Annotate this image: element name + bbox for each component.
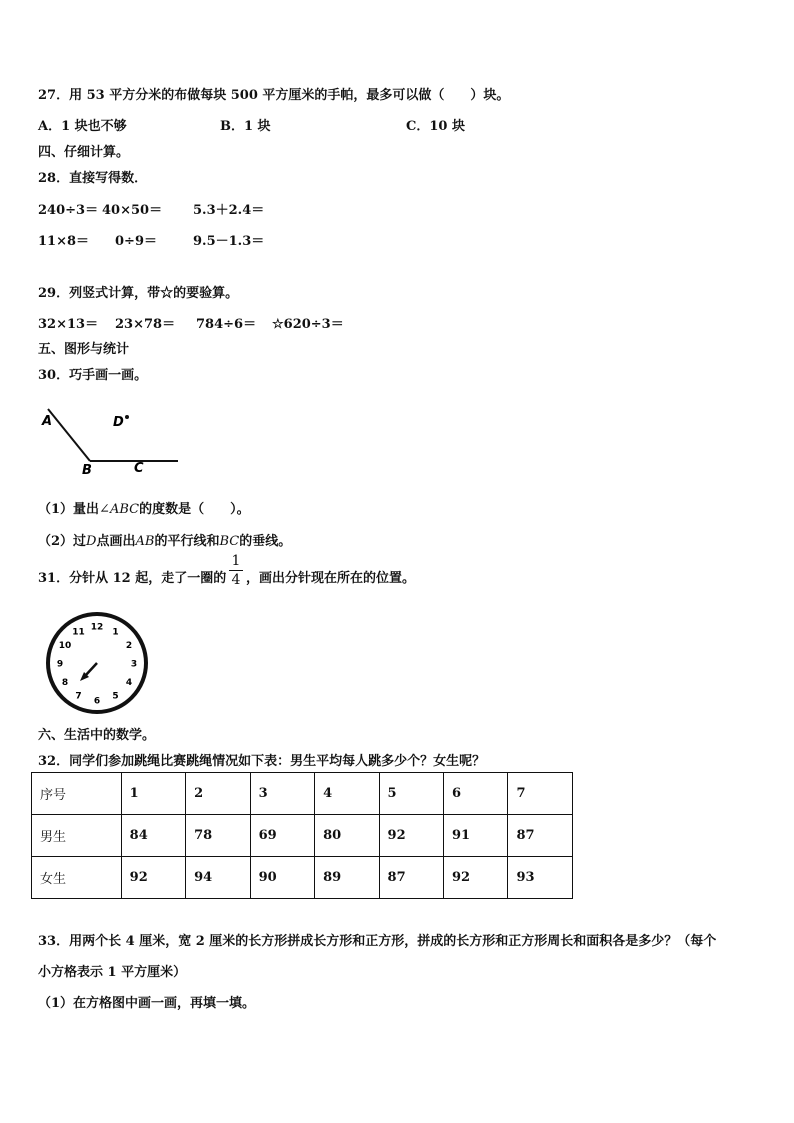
point-d-dot bbox=[125, 415, 129, 419]
q30-sub2-mid2: 的平行线和 bbox=[154, 534, 220, 549]
segment-ab: AB bbox=[135, 534, 155, 549]
q31-text-pre: 31．分针从 12 起，走了一圈的 bbox=[38, 571, 227, 586]
jump-rope-table bbox=[31, 772, 573, 899]
table-cell: 92 bbox=[379, 815, 443, 857]
q27-option-b: B．1 块 bbox=[220, 119, 271, 134]
clock-numeral: 12 bbox=[90, 622, 104, 633]
q28-item: 9.5－1.3＝ bbox=[193, 234, 265, 249]
q28-item: 240÷3＝ bbox=[38, 203, 99, 218]
table-cell: 1 bbox=[121, 773, 185, 815]
table-cell: 89 bbox=[315, 857, 379, 899]
table-row-header bbox=[32, 773, 573, 815]
clock-numeral: 3 bbox=[130, 659, 138, 670]
table-cell: 女生 bbox=[32, 857, 122, 899]
table-cell: 78 bbox=[186, 815, 250, 857]
clock-numeral: 11 bbox=[72, 627, 85, 638]
q33-sub1: （1）在方格图中画一画，再填一填。 bbox=[38, 996, 256, 1011]
q30-sub1-post: 的度数是（ ）。 bbox=[139, 502, 250, 517]
clock-numeral: 10 bbox=[58, 641, 72, 651]
q29-item: 784÷6＝ bbox=[196, 317, 257, 332]
table-cell: 序号 bbox=[32, 773, 122, 815]
clock-numeral: 4 bbox=[125, 678, 133, 688]
clock-numeral: 2 bbox=[125, 641, 133, 651]
q29-item: 23×78＝ bbox=[115, 317, 176, 332]
section-4-heading: 四、仔细计算。 bbox=[38, 145, 130, 160]
table-cell: 80 bbox=[315, 815, 379, 857]
table-cell: 5 bbox=[379, 773, 443, 815]
q30-sub2-post: 的垂线。 bbox=[239, 534, 292, 549]
label-b: B bbox=[82, 463, 92, 478]
q33-text-line1: 33．用两个长 4 厘米，宽 2 厘米的长方形拼成长方形和正方形，拼成的长方形和正方形周长和面积各是多少？（每个 bbox=[38, 934, 717, 949]
table-cell: 69 bbox=[250, 815, 314, 857]
q30-text: 30．巧手画一画。 bbox=[38, 368, 148, 383]
fraction-numerator: 1 bbox=[231, 553, 241, 569]
q29-item: 32×13＝ bbox=[38, 317, 99, 332]
table-cell: 84 bbox=[121, 815, 185, 857]
clock-numeral: 9 bbox=[56, 659, 64, 670]
clock-face bbox=[44, 610, 150, 716]
table-cell: 男生 bbox=[32, 815, 122, 857]
table-cell: 94 bbox=[186, 857, 250, 899]
table-cell: 92 bbox=[444, 857, 508, 899]
table-cell: 90 bbox=[250, 857, 314, 899]
table-cell: 3 bbox=[250, 773, 314, 815]
q28-text: 28．直接写得数． bbox=[38, 171, 148, 186]
table-cell: 87 bbox=[379, 857, 443, 899]
q27-text: 27．用 53 平方分米的布做每块 500 平方厘米的手帕，最多可以做（ ）块。 bbox=[38, 88, 510, 103]
q29-item: ☆620÷3＝ bbox=[272, 317, 344, 332]
q28-item: 11×8＝ bbox=[38, 234, 90, 249]
label-d: D bbox=[113, 415, 124, 430]
q27-option-a: A．1 块也不够 bbox=[38, 119, 127, 134]
q30-sub2-pre: （2）过 bbox=[38, 534, 87, 549]
table-row-boys bbox=[32, 815, 573, 857]
clock-numeral: 5 bbox=[112, 691, 119, 702]
point-d: D bbox=[86, 534, 97, 549]
fraction-one-quarter bbox=[229, 553, 243, 588]
table-cell: 91 bbox=[444, 815, 508, 857]
table-row-girls bbox=[32, 857, 573, 899]
hour-hand bbox=[85, 663, 97, 676]
angle-figure bbox=[30, 395, 190, 480]
q28-item: 40×50＝ bbox=[102, 203, 163, 218]
clock-numeral: 7 bbox=[75, 691, 82, 702]
angle-abc: ∠ABC bbox=[99, 502, 140, 517]
section-5-heading: 五、图形与统计 bbox=[38, 342, 130, 357]
table-cell: 7 bbox=[508, 773, 573, 815]
clock-numeral: 1 bbox=[112, 627, 119, 638]
label-a: A bbox=[42, 414, 53, 429]
table-cell: 6 bbox=[444, 773, 508, 815]
q27-option-c: C．10 块 bbox=[406, 119, 465, 134]
q31-text-post: ，画出分针现在所在的位置。 bbox=[246, 571, 416, 586]
q29-text: 29．列竖式计算，带☆的要验算。 bbox=[38, 286, 239, 301]
ray-ba bbox=[48, 409, 90, 461]
q30-sub2 bbox=[38, 530, 291, 549]
table-cell: 87 bbox=[508, 815, 573, 857]
clock-numeral: 8 bbox=[61, 678, 69, 688]
q30-sub1-pre: （1）量出 bbox=[38, 502, 100, 517]
table-cell: 4 bbox=[315, 773, 379, 815]
q33-text-line2: 小方格表示 1 平方厘米） bbox=[38, 965, 187, 980]
clock-numeral: 6 bbox=[93, 696, 101, 707]
q30-sub2-mid1: 点画出 bbox=[96, 534, 136, 549]
fraction-bar bbox=[229, 570, 243, 571]
label-c: C bbox=[134, 461, 144, 476]
q32-text: 32．同学们参加跳绳比赛跳绳情况如下表：男生平均每人跳多少个？女生呢？ bbox=[38, 754, 486, 769]
table-cell: 2 bbox=[186, 773, 250, 815]
section-6-heading: 六、生活中的数学。 bbox=[38, 728, 156, 743]
q28-item: 5.3＋2.4＝ bbox=[193, 203, 265, 218]
q28-item: 0÷9＝ bbox=[115, 234, 157, 249]
segment-bc: BC bbox=[219, 534, 240, 549]
table-cell: 93 bbox=[508, 857, 573, 899]
q30-sub1 bbox=[38, 498, 250, 517]
fraction-denominator: 4 bbox=[231, 572, 241, 588]
table-cell: 92 bbox=[121, 857, 185, 899]
